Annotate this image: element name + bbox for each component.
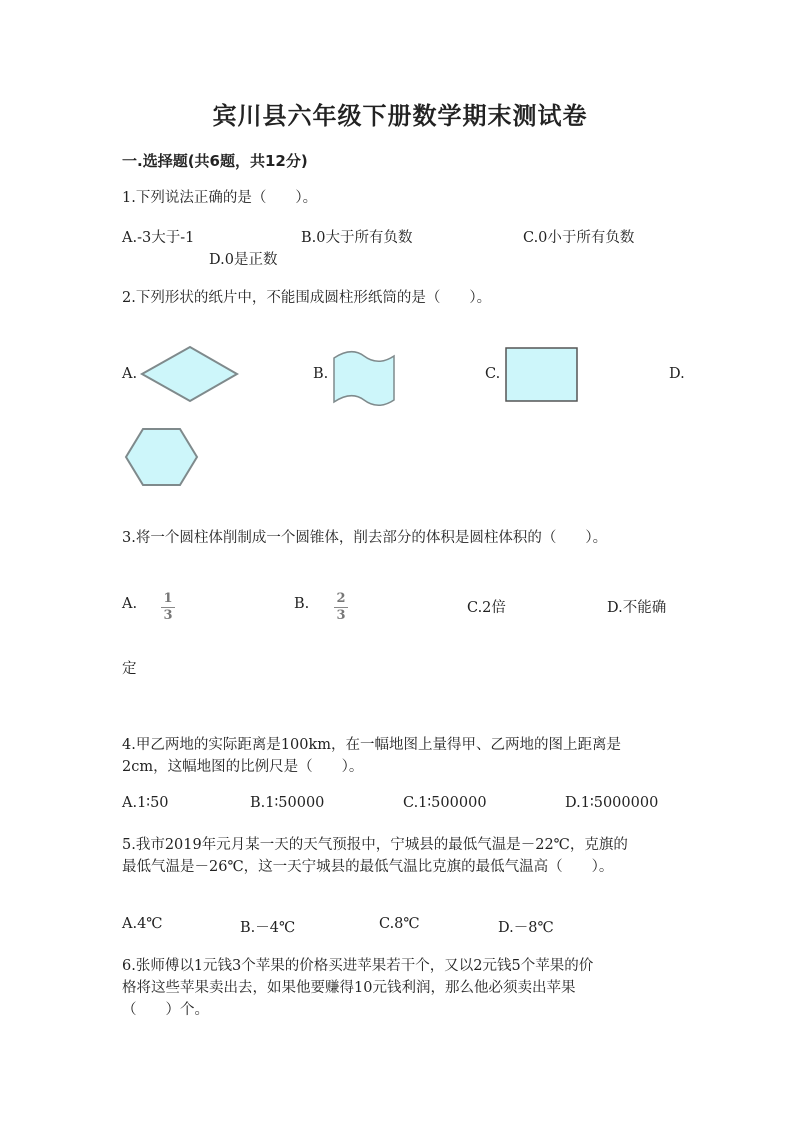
fraction-denominator: 3 (336, 608, 346, 623)
question-3-option-c[interactable]: C.2倍 (467, 600, 506, 616)
question-5-option-c[interactable]: C.8℃ (379, 916, 420, 932)
question-1-option-d[interactable]: D.0是正数 (209, 252, 278, 268)
section-heading: 一.选择题(共6题，共12分) (122, 152, 308, 170)
question-2-stem: 2.下列形状的纸片中，不能围成圆柱形纸筒的是（ ）。 (122, 290, 492, 306)
question-4-option-d[interactable]: D.1∶5000000 (565, 795, 659, 811)
question-4-stem-line-1: 4.甲乙两地的实际距离是100km，在一幅地图上量得甲、乙两地的图上距离是 (122, 737, 622, 753)
question-3-option-d[interactable]: D.不能确 (607, 600, 667, 616)
fraction-numerator: 1 (163, 591, 173, 606)
question-5-option-a[interactable]: A.4℃ (122, 916, 163, 932)
question-4-stem-line-2: 2cm，这幅地图的比例尺是（ ）。 (122, 759, 364, 775)
page-title: 宾川县六年级下册数学期末测试卷 (212, 102, 588, 130)
question-3-option-d-continued: 定 (122, 661, 137, 677)
fraction-numerator: 2 (336, 591, 346, 606)
question-1-option-b[interactable]: B.0大于所有负数 (301, 230, 413, 246)
question-1-stem: 1.下列说法正确的是（ ）。 (122, 190, 318, 206)
question-2-option-a[interactable]: A. (122, 366, 138, 382)
question-4-option-a[interactable]: A.1∶50 (122, 795, 169, 811)
question-5-option-d[interactable]: D.－8℃ (498, 920, 554, 936)
question-2-option-d[interactable]: D. (669, 366, 685, 382)
question-5-stem-line-1: 5.我市2019年元月某一天的天气预报中，宁城县的最低气温是－22℃，克旗的 (122, 837, 628, 853)
question-6-stem-line-2: 格将这些苹果卖出去，如果他要赚得10元钱利润，那么他必须卖出苹果 (122, 980, 576, 996)
question-1-option-a[interactable]: A.-3大于-1 (122, 230, 195, 246)
question-4-option-b[interactable]: B.1∶50000 (250, 795, 325, 811)
question-6-stem-line-1: 6.张师傅以1元钱3个苹果的价格买进苹果若干个，又以2元钱5个苹果的价 (122, 958, 594, 974)
fraction-denominator: 3 (163, 608, 173, 623)
question-5-stem-line-2: 最低气温是－26℃，这一天宁城县的最低气温比克旗的最低气温高（ ）。 (122, 859, 614, 875)
question-3-stem: 3.将一个圆柱体削制成一个圆锥体，削去部分的体积是圆柱体积的（ ）。 (122, 530, 608, 546)
question-3-option-a[interactable]: A. (122, 596, 138, 612)
question-6-stem-line-3: （ ）个。 (122, 1002, 209, 1018)
question-2-option-c[interactable]: C. (485, 366, 501, 382)
question-2-option-b[interactable]: B. (313, 366, 329, 382)
question-1-option-c[interactable]: C.0小于所有负数 (523, 230, 635, 246)
hexagon-shape (0, 0, 800, 500)
fraction-two-thirds (334, 592, 348, 623)
question-4-option-c[interactable]: C.1∶500000 (403, 795, 487, 811)
question-5-option-b[interactable]: B.－4℃ (240, 920, 296, 936)
question-3-option-b[interactable]: B. (294, 596, 310, 612)
fraction-one-third (161, 592, 175, 623)
